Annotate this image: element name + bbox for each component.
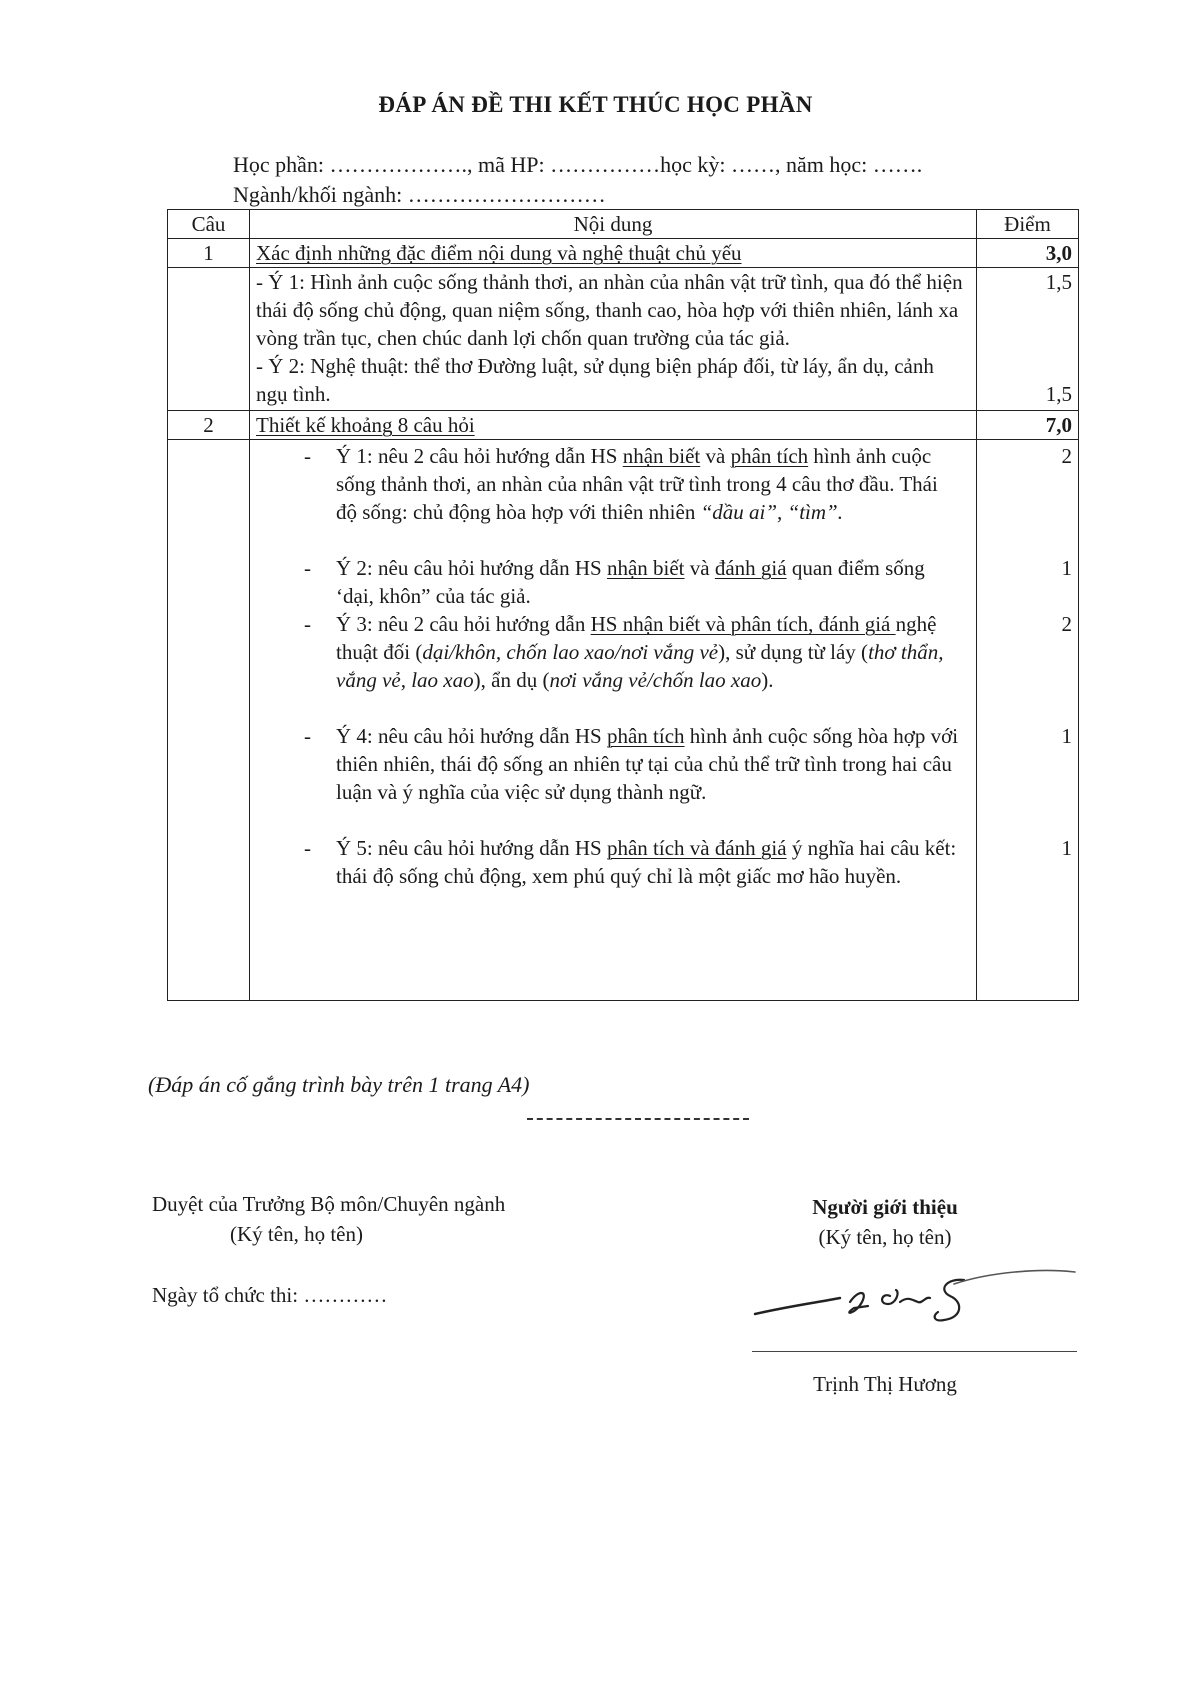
page-note: (Đáp án cố gắng trình bày trên 1 trang A4): [148, 1072, 530, 1097]
q2-y4-underline-1: phân tích: [606, 724, 685, 748]
q1-idea-2: - Ý 2: Nghệ thuật: thể thơ Đường luật, sử dụng biện pháp đối, từ láy, ẩn dụ, cảnh ngụ tình.: [256, 354, 934, 406]
exam-date-line: Ngày tổ chức thi: …………: [152, 1283, 388, 1307]
document-title: ĐÁP ÁN ĐỀ THI KẾT THÚC HỌC PHẦN: [378, 92, 813, 117]
table-row: [168, 411, 1079, 440]
question-2-idea-scores: [977, 440, 1079, 1001]
q1-idea-1: - Ý 1: Hình ảnh cuộc sống thảnh thơi, an nhàn của nhân vật trữ tình, qua đó thể hiện thái độ sống chủ động, quan niệm sống, thanh cao, hòa hợp với thiên nhiên, lánh xa vòng trần tục, chen chúc danh lợi chốn quan trường của tác giả.: [256, 270, 963, 350]
q1-idea-1-score: 1,5: [1045, 270, 1072, 294]
q2-y3-italic-1: dại/khôn, chốn lao xao/nơi vắng vẻ: [422, 640, 719, 664]
question-1-heading: [250, 239, 977, 268]
q2-idea-2: [336, 554, 970, 610]
header-cau: Câu: [168, 210, 250, 239]
q2-y3-text-c: ), sử dụng từ láy (: [718, 640, 869, 664]
approver-title: Duyệt của Trưởng Bộ môn/Chuyên ngành: [152, 1192, 506, 1216]
question-1-score: 3,0: [977, 239, 1079, 268]
question-2-score: 7,0: [977, 411, 1079, 440]
q1-idea-2-score: 1,5: [1045, 382, 1072, 406]
table-row: [168, 239, 1079, 268]
q2-y2-text-a: Ý 2: nêu câu hỏi hướng dẫn HS: [336, 556, 607, 580]
q2-idea-4: [336, 722, 970, 834]
q2-y1-underline-2: phân tích: [730, 444, 809, 468]
q2-y5-text-b: ý nghĩa hai câu kết: thái độ sống chủ động, xem phú quý chỉ là một giấc mơ hão huyền.: [336, 836, 957, 888]
header-noi-dung: Nội dung: [250, 210, 977, 239]
question-1-content: [250, 268, 977, 411]
presenter-sign-hint: (Ký tên, họ tên): [818, 1225, 952, 1249]
question-2-ideas: [256, 442, 970, 918]
q2-y2-underline-2: đánh giá: [714, 556, 787, 580]
q2-y1-italic: “dầu ai”, “tìm”.: [700, 500, 843, 524]
table-row: [168, 440, 1079, 1001]
q2-y1-underline-1: nhận biết: [622, 444, 701, 468]
q2-y1-text-c: hình ảnh cuộc sống thảnh thơi, an nhàn của nhân vật trữ tình trong 4 câu thơ đầu. Thái độ sống: chủ động hòa hợp với thiên nhiên: [336, 444, 938, 524]
dashed-divider: [527, 1118, 749, 1120]
handwritten-signature: [750, 1262, 1080, 1342]
q2-y3-italic-3: nơi vắng vẻ/chốn lao xao: [549, 668, 762, 692]
q2-y4-text-a: Ý 4: nêu câu hỏi hướng dẫn HS: [336, 724, 607, 748]
question-1-heading-text: Xác định những đặc điểm nội dung và nghệ thuật chủ yếu: [256, 241, 742, 265]
question-2-content: [250, 440, 977, 1001]
q2-idea-5: [336, 834, 970, 918]
signer-name: Trịnh Thị Hương: [813, 1372, 957, 1396]
header-diem: Điểm: [977, 210, 1079, 239]
q2-y3-underline-1: HS nhận biết và phân tích, đánh giá: [590, 612, 896, 636]
q2-idea-4-score: 1: [1061, 724, 1072, 748]
question-2-heading: [250, 411, 977, 440]
question-1-idea-scores: [977, 268, 1079, 411]
q2-y2-underline-1: nhận biết: [606, 556, 685, 580]
table-header-row: [168, 210, 1079, 239]
approver-sign-hint: (Ký tên, họ tên): [230, 1222, 363, 1246]
question-2-number: 2: [168, 411, 250, 440]
q2-y5-underline-1: phân tích và đánh giá: [606, 836, 787, 860]
question-2-heading-text: Thiết kế khoảng 8 câu hỏi: [256, 413, 475, 437]
q2-idea-1: [336, 442, 970, 554]
q2-y3-text-e: ).: [761, 668, 774, 692]
empty-cell: [168, 268, 250, 411]
q2-y1-text-a: Ý 1: nêu 2 câu hỏi hướng dẫn HS: [336, 444, 623, 468]
question-1-number: 1: [168, 239, 250, 268]
q2-idea-1-score: 2: [1061, 444, 1072, 468]
q2-idea-3-score: 2: [1061, 612, 1072, 636]
q2-y3-italic-2: thơ thẩn, vắng vẻ, lao xao: [336, 640, 944, 692]
header-major-line: Ngành/khối ngành: ………………………: [233, 182, 606, 207]
q2-idea-3: [336, 610, 970, 722]
presenter-title: Người giới thiệu: [812, 1195, 958, 1219]
q2-idea-5-score: 1: [1061, 836, 1072, 860]
q2-y5-text-a: Ý 5: nêu câu hỏi hướng dẫn HS: [336, 836, 607, 860]
empty-cell: [168, 440, 250, 1001]
q2-y2-text-b: và: [684, 556, 715, 580]
q2-y1-text-b: và: [700, 444, 731, 468]
signature-underline: [752, 1351, 1077, 1352]
q2-y3-text-a: Ý 3: nêu 2 câu hỏi hướng dẫn: [336, 612, 591, 636]
q2-y3-text-b: nghệ thuật đối (: [336, 612, 937, 664]
q2-y2-text-c: quan điểm sống ‘dại, khôn” của tác giả.: [336, 556, 925, 608]
q2-y3-text-d: ), ẩn dụ (: [473, 668, 550, 692]
answer-table: [167, 209, 1079, 1001]
q2-idea-2-score: 1: [1061, 556, 1072, 580]
table-row: [168, 268, 1079, 411]
q2-y4-text-b: hình ảnh cuộc sống hòa hợp với thiên nhiên, thái độ sống an nhiên tự tại của chủ thể trữ tình trong hai câu luận và ý nghĩa của việc sử dụng thành ngữ.: [336, 724, 959, 804]
header-course-line: Học phần: ………………., mã HP: ……………học kỳ: ……, năm học: …….: [233, 152, 923, 177]
